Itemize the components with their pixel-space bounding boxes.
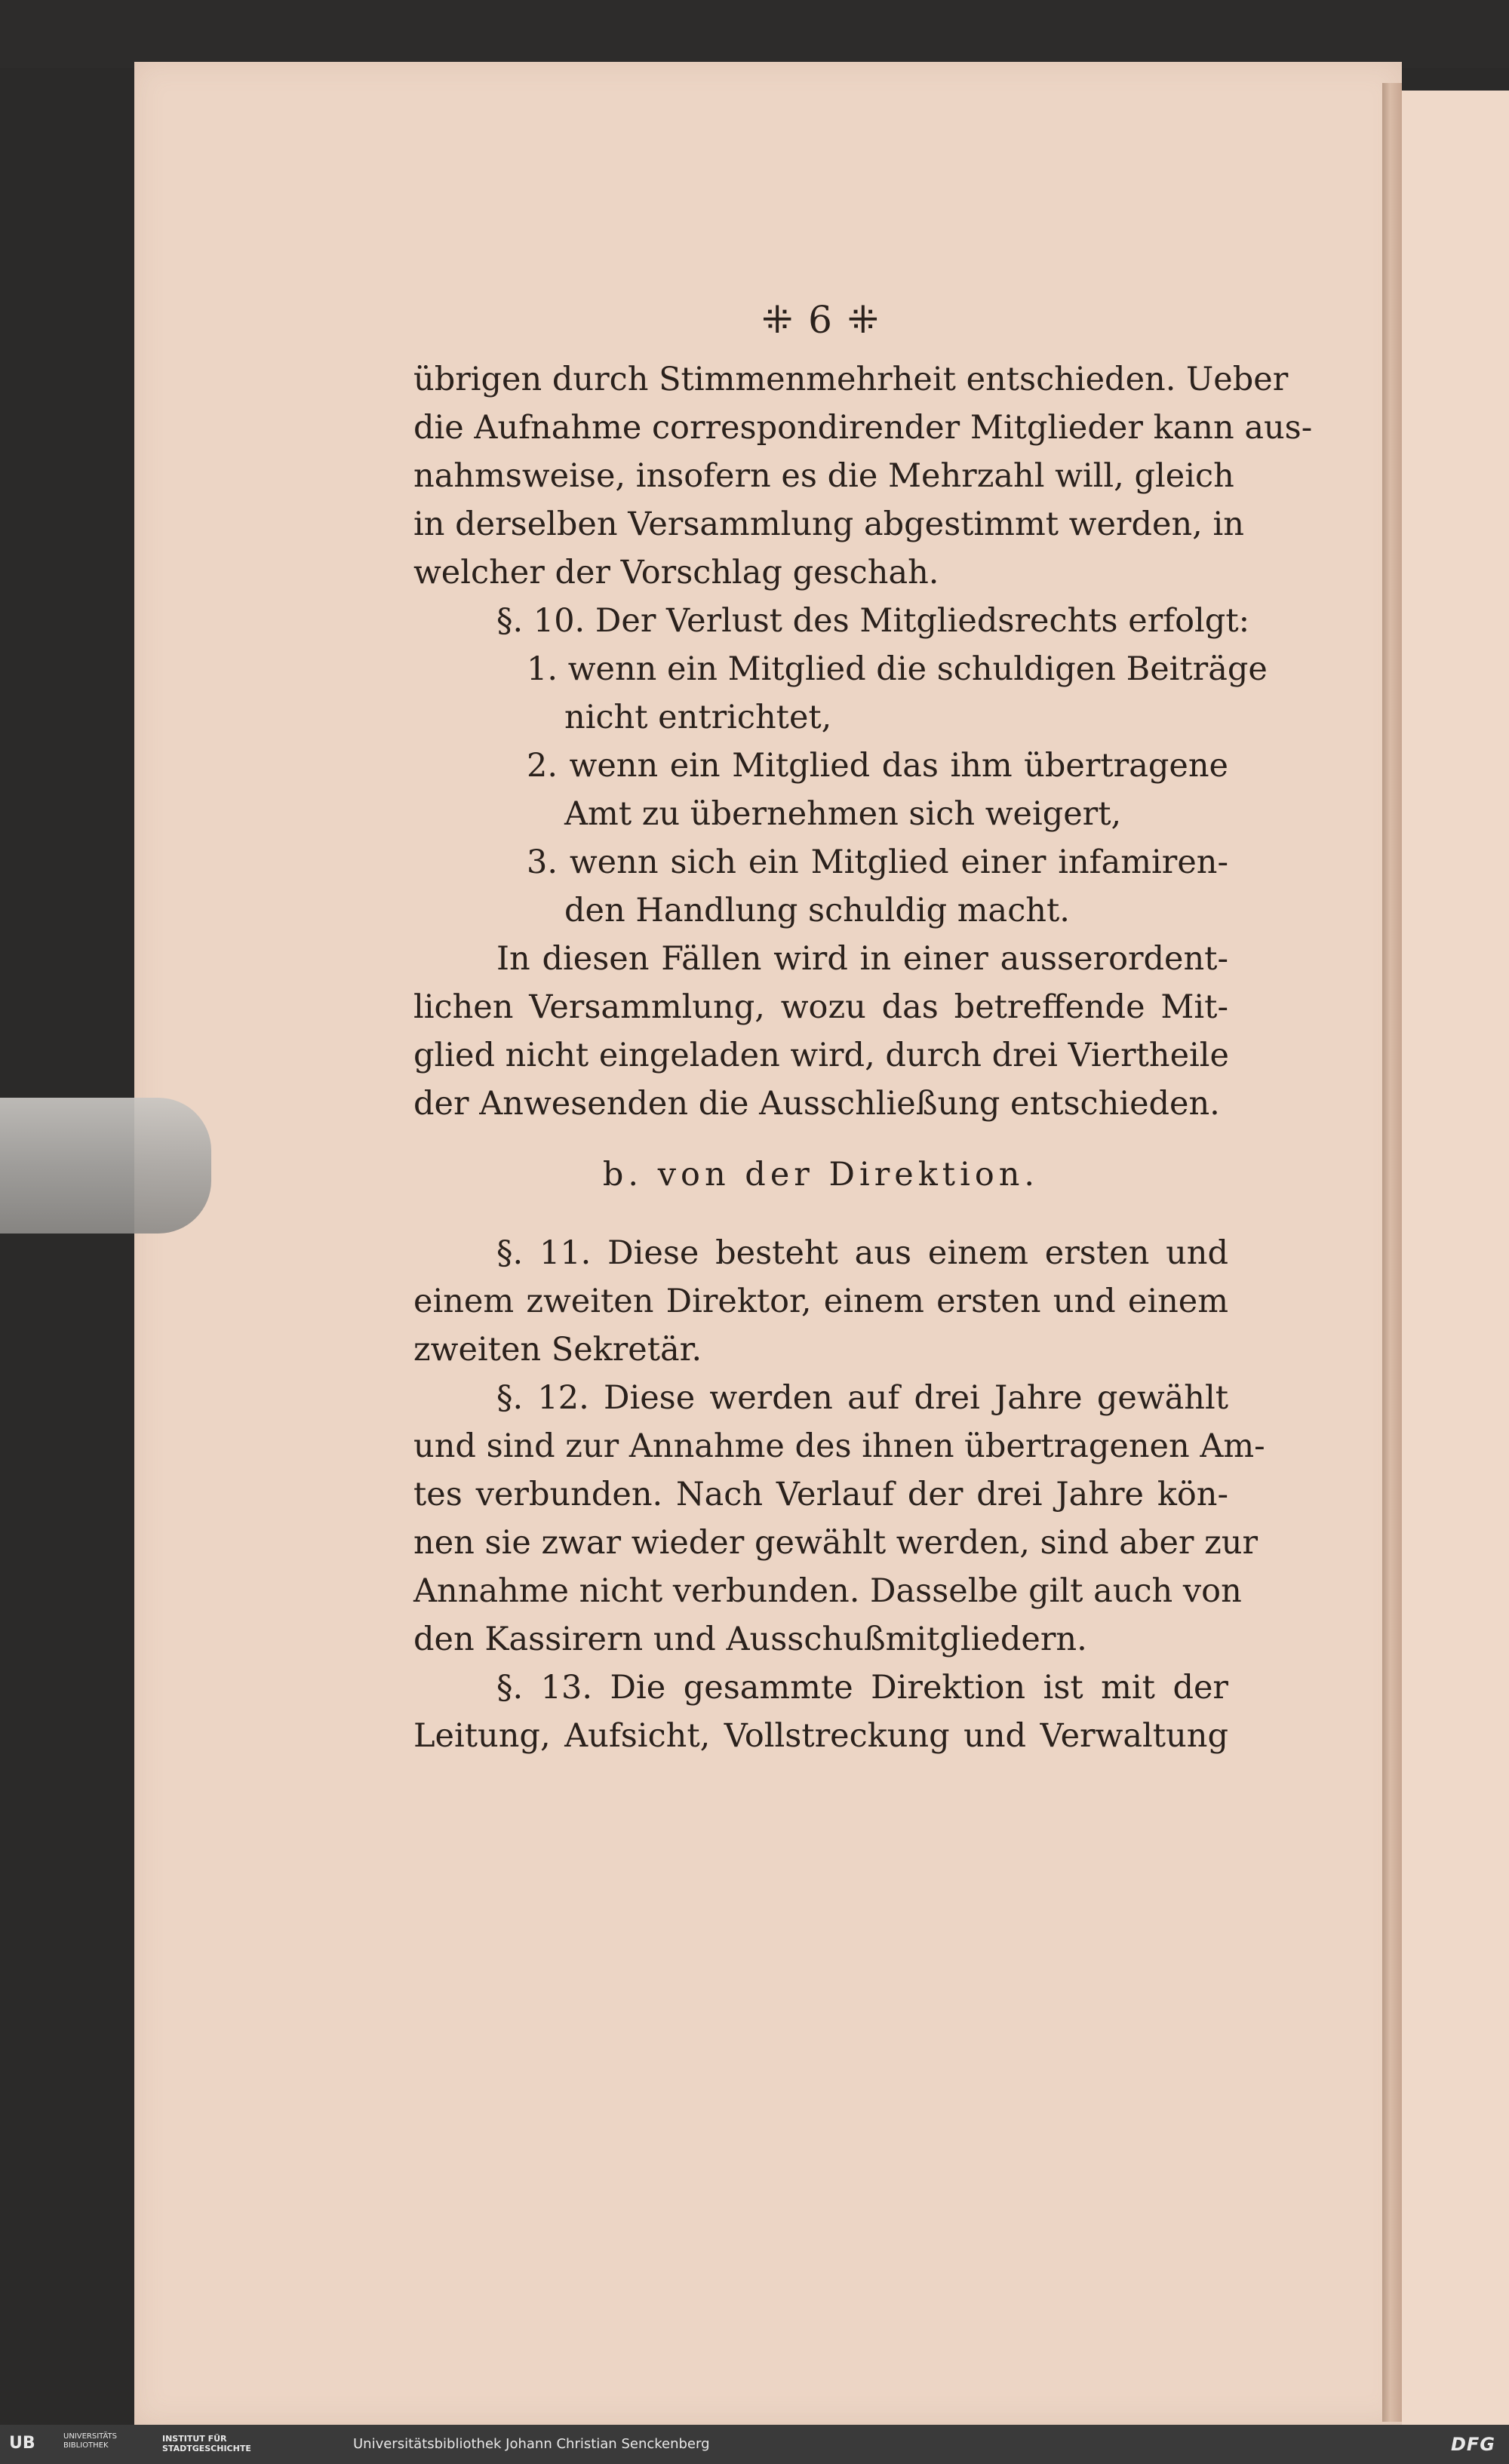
scanner-clip (0, 1098, 211, 1234)
library-credit: Universitätsbibliothek Johann Christian Senckenberg (353, 2436, 710, 2452)
page-number-header (413, 298, 1228, 342)
text-line: welcher der Vorschlag geschah. (413, 554, 939, 591)
text-line: der Anwesenden die Ausschließung entschieden. (413, 1085, 1220, 1123)
dfg-logo[interactable]: DFG (1450, 2434, 1495, 2455)
text-line: übrigen durch Stimmenmehrheit entschieden. Ueber (413, 361, 1289, 398)
institut-logo[interactable]: INSTITUT FÜR STADTGESCHICHTE (162, 2434, 251, 2453)
text-line: §. 12. Diese werden auf drei Jahre gewählt (496, 1379, 1228, 1417)
text-lines (413, 355, 1313, 1760)
text-line: b. von der Direktion. (602, 1156, 1040, 1194)
page-gutter-shadow (1382, 83, 1402, 2422)
text-line: Annahme nicht verbunden. Dasselbe gilt auch von (413, 1572, 1242, 1610)
text-line: glied nicht eingeladen wird, durch drei Viertheile (413, 1037, 1230, 1074)
text-line: §. 13. Die gesammte Direktion ist mit der (496, 1669, 1228, 1707)
page-text-block (413, 298, 1313, 1760)
text-line: 3. wenn sich ein Mitglied einer infamiren- (527, 843, 1228, 881)
facing-page-edge (1402, 91, 1509, 2429)
page-number: 6 (808, 298, 834, 342)
text-line: den Handlung schuldig macht. (564, 892, 1070, 929)
text-line: In diesen Fällen wird in einer ausserordent- (496, 940, 1228, 978)
text-line: 1. wenn ein Mitglied die schuldigen Beiträge (527, 650, 1268, 688)
text-line: in derselben Versammlung abgestimmt werden, in (413, 505, 1244, 543)
text-line: nahmsweise, insofern es die Mehrzahl will, gleich (413, 457, 1234, 495)
text-line: tes verbunden. Nach Verlauf der drei Jahre kön- (413, 1476, 1228, 1513)
text-line: den Kassirern und Ausschußmitgliedern. (413, 1621, 1087, 1658)
text-line: und sind zur Annahme des ihnen übertragenen Am- (413, 1427, 1265, 1465)
viewer-footer-bar (0, 2425, 1509, 2464)
text-line: Leitung, Aufsicht, Vollstreckung und Verwaltung (413, 1717, 1228, 1755)
text-line: einem zweiten Direktor, einem ersten und einem (413, 1283, 1228, 1320)
text-line: §. 11. Diese besteht aus einem ersten und (496, 1234, 1228, 1272)
scan-background-top (0, 0, 1509, 68)
text-line: Amt zu übernehmen sich weigert, (564, 795, 1122, 833)
text-line: zweiten Sekretär. (413, 1331, 702, 1369)
text-line: lichen Versammlung, wozu das betreffende Mit- (413, 988, 1228, 1026)
text-line: 2. wenn ein Mitglied das ihm übertragene (527, 747, 1228, 785)
text-line: die Aufnahme correspondirender Mitglieder kann aus- (413, 409, 1313, 447)
text-line: §. 10. Der Verlust des Mitgliedsrechts erfolgt: (496, 602, 1250, 640)
ornament-left-icon: ⁜ (761, 298, 795, 342)
ornament-right-icon: ⁜ (847, 298, 881, 342)
text-line: nen sie zwar wieder gewählt werden, sind aber zur (413, 1524, 1259, 1562)
text-line: nicht entrichtet, (564, 699, 832, 736)
ub-logo[interactable]: UB (9, 2434, 35, 2453)
ub-logo-subtitle: UNIVERSITÄTS BIBLIOTHEK (63, 2432, 118, 2450)
